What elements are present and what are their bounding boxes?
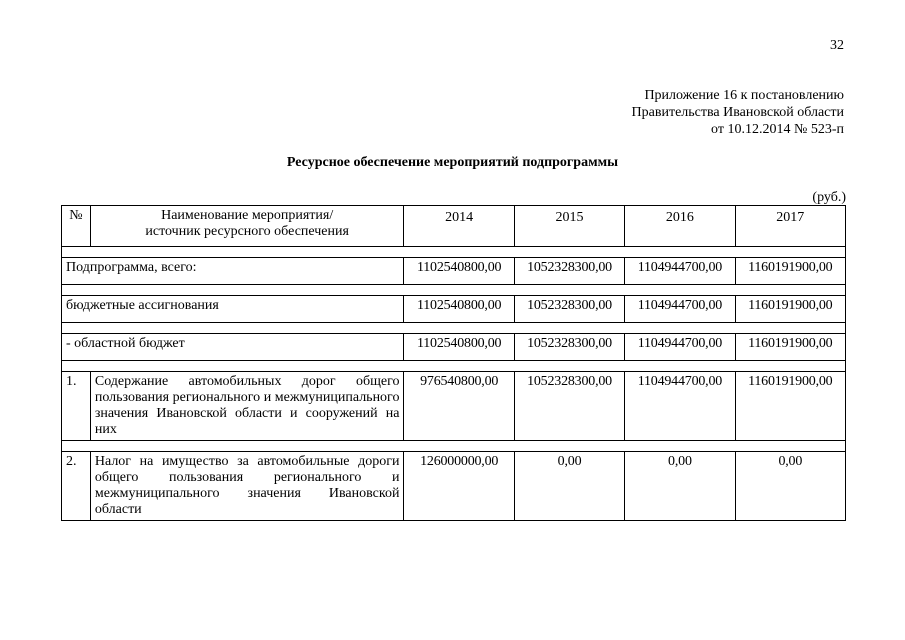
table-spacer	[62, 247, 846, 258]
table-spacer	[62, 323, 846, 334]
document-title: Ресурсное обеспечение мероприятий подпрограммы	[286, 155, 619, 170]
appendix-line-1: Приложение 16 к постановлению	[644, 88, 844, 103]
value-cell: 1052328300,00	[514, 296, 624, 323]
header-year-2015: 2015	[514, 206, 624, 247]
value-cell: 1052328300,00	[514, 258, 624, 285]
row-label: бюджетные ассигнования	[62, 296, 404, 323]
spacer-cell	[62, 323, 846, 334]
value-cell: 1052328300,00	[514, 334, 624, 361]
value-cell: 1160191900,00	[735, 258, 845, 285]
resource-table	[61, 205, 846, 521]
row-label: - областной бюджет	[62, 334, 404, 361]
header-name-line-2: источник ресурсного обеспечения	[145, 224, 349, 239]
value-cell: 126000000,00	[404, 452, 514, 521]
header-year-2014: 2014	[404, 206, 514, 247]
spacer-cell	[62, 441, 846, 452]
spacer-cell	[62, 247, 846, 258]
value-cell: 1104944700,00	[625, 372, 735, 441]
spacer-cell	[62, 361, 846, 372]
table-spacer	[62, 285, 846, 296]
item-number: 2.	[62, 452, 91, 521]
value-cell: 1160191900,00	[735, 372, 845, 441]
value-cell: 1160191900,00	[735, 334, 845, 361]
value-cell: 1052328300,00	[514, 372, 624, 441]
header-year-2016: 2016	[625, 206, 735, 247]
table-row-regional-budget	[62, 334, 846, 361]
appendix-line-3: от 10.12.2014 № 523-п	[711, 122, 844, 137]
value-cell: 1102540800,00	[404, 296, 514, 323]
value-cell: 0,00	[514, 452, 624, 521]
value-cell: 0,00	[735, 452, 845, 521]
table-header-row	[62, 206, 846, 247]
value-cell: 1104944700,00	[625, 296, 735, 323]
header-number: №	[62, 206, 91, 247]
table-row-subprogram-total	[62, 258, 846, 285]
currency-unit: (руб.)	[812, 190, 846, 205]
page-number: 32	[830, 38, 844, 53]
value-cell: 1102540800,00	[404, 334, 514, 361]
item-name: Содержание автомобильных дорог общего пользования регионального и межмуниципального значения Ивановской области и сооружений на них	[90, 372, 404, 441]
header-name-line-1: Наименование мероприятия/	[161, 208, 334, 223]
value-cell: 976540800,00	[404, 372, 514, 441]
item-name: Налог на имущество за автомобильные дороги общего пользования регионального и межмуниципального значения Ивановской области	[90, 452, 404, 521]
row-label: Подпрограмма, всего:	[62, 258, 404, 285]
table-spacer	[62, 441, 846, 452]
value-cell: 1160191900,00	[735, 296, 845, 323]
item-number: 1.	[62, 372, 91, 441]
header-name	[90, 206, 404, 247]
header-year-2017: 2017	[735, 206, 845, 247]
value-cell: 0,00	[625, 452, 735, 521]
value-cell: 1102540800,00	[404, 258, 514, 285]
table-row-item-2	[62, 452, 846, 521]
table-row-item-1	[62, 372, 846, 441]
appendix-reference	[632, 87, 844, 138]
table-spacer	[62, 361, 846, 372]
appendix-line-2: Правительства Ивановской области	[631, 105, 844, 120]
table-row-budget-allocations	[62, 296, 846, 323]
value-cell: 1104944700,00	[625, 334, 735, 361]
spacer-cell	[62, 285, 846, 296]
value-cell: 1104944700,00	[625, 258, 735, 285]
